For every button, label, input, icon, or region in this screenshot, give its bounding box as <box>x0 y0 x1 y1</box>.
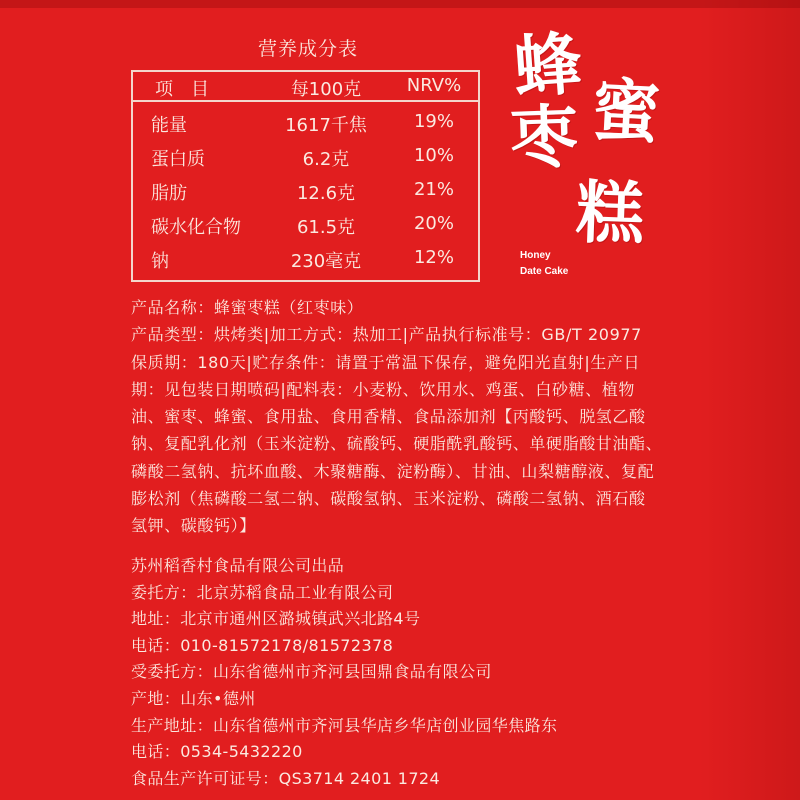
product-info-line: 氢钾、碳酸钙）】 <box>131 516 256 536</box>
nutrient-name: 钠 <box>151 251 169 272</box>
top-shadow <box>0 0 800 8</box>
company-info-line: 地址：北京市通州区潞城镇武兴北路4号 <box>131 609 421 629</box>
product-info-block <box>131 294 691 540</box>
nutrient-name: 脂肪 <box>151 183 187 204</box>
nutrient-nrv: 19% <box>413 111 454 132</box>
table-row <box>133 244 478 278</box>
nutrition-table <box>131 70 480 282</box>
nutrient-name: 能量 <box>151 115 187 136</box>
company-info-line: 电话：0534-5432220 <box>131 742 303 762</box>
company-info-line: 产地：山东•德州 <box>131 688 256 708</box>
table-row <box>133 176 478 210</box>
header-nrv: NRV% <box>406 75 462 96</box>
product-info-line: 钠、复配乳化剂（玉米淀粉、硫酸钙、硬脂酰乳酸钙、单硬脂酸甘油酯、 <box>131 434 663 454</box>
nutrition-table-title: 营养成分表 <box>258 38 359 60</box>
company-info-block <box>131 553 691 792</box>
product-info-line: 产品类型：烘烤类|加工方式：热加工|产品执行标准号：GB/T 20977 <box>131 325 642 345</box>
brand-char: 蜜 <box>589 70 663 154</box>
product-info-line: 膨松剂（焦磷酸二氢二钠、碳酸氢钠、玉米淀粉、磷酸二氢钠、酒石酸 <box>131 489 646 509</box>
brand-english-line2: Date Cake <box>520 266 569 277</box>
table-row <box>133 142 478 176</box>
nutrient-nrv: 20% <box>413 213 454 234</box>
nutrient-nrv: 10% <box>413 145 454 166</box>
nutrient-name: 碳水化合物 <box>151 217 241 238</box>
table-row <box>133 108 478 142</box>
right-shadow <box>700 0 800 800</box>
nutrient-value: 6.2克 <box>302 149 350 170</box>
brand-char: 枣 <box>508 96 580 180</box>
nutrient-nrv: 12% <box>413 247 454 268</box>
nutrient-nrv: 21% <box>413 179 454 200</box>
brand-english-line1: Honey <box>520 250 551 261</box>
nutrient-value: 1617千焦 <box>285 115 367 136</box>
nutrition-table-header <box>133 72 478 102</box>
product-info-line: 磷酸二氢钠、抗坏血酸、木聚糖酶、淀粉酶）、甘油、山梨糖醇液、复配 <box>131 461 655 481</box>
nutrient-value: 230毫克 <box>290 251 362 272</box>
brand-calligraphy-title <box>500 23 690 277</box>
product-info-line: 油、蜜枣、蜂蜜、食用盐、食用香精、食品添加剂【丙酸钙、脱氢乙酸 <box>131 407 646 427</box>
company-info-line: 电话：010-81572178/81572378 <box>131 635 394 655</box>
company-info-line: 食品生产许可证号：QS3714 2401 1724 <box>131 768 441 788</box>
table-row <box>133 210 478 244</box>
company-info-line: 苏州稻香村食品有限公司出品 <box>131 556 345 575</box>
product-info-line: 产品名称：蜂蜜枣糕（红枣味） <box>131 298 364 317</box>
product-info-line: 期：见包装日期喷码|配料表：小麦粉、饮用水、鸡蛋、白砂糖、植物 <box>131 379 635 399</box>
product-info-line: 保质期：180天|贮存条件：请置于常温下保存，避免阳光直射|生产日 <box>131 352 641 372</box>
company-info-line: 生产地址：山东省德州市齐河县华店乡华店创业园华焦路东 <box>131 715 558 735</box>
nutrient-value: 61.5克 <box>296 217 356 238</box>
brand-char: 蜂 <box>511 23 585 109</box>
company-info-line: 受委托方：山东省德州市齐河县国鼎食品有限公司 <box>131 662 492 682</box>
header-per100g: 每100克 <box>290 79 362 100</box>
company-info-line: 委托方：北京苏稻食品工业有限公司 <box>131 582 394 602</box>
nutrient-value: 12.6克 <box>296 183 356 204</box>
brand-char: 糕 <box>574 172 646 256</box>
header-item: 项目 <box>155 79 227 100</box>
nutrient-name: 蛋白质 <box>151 149 205 170</box>
